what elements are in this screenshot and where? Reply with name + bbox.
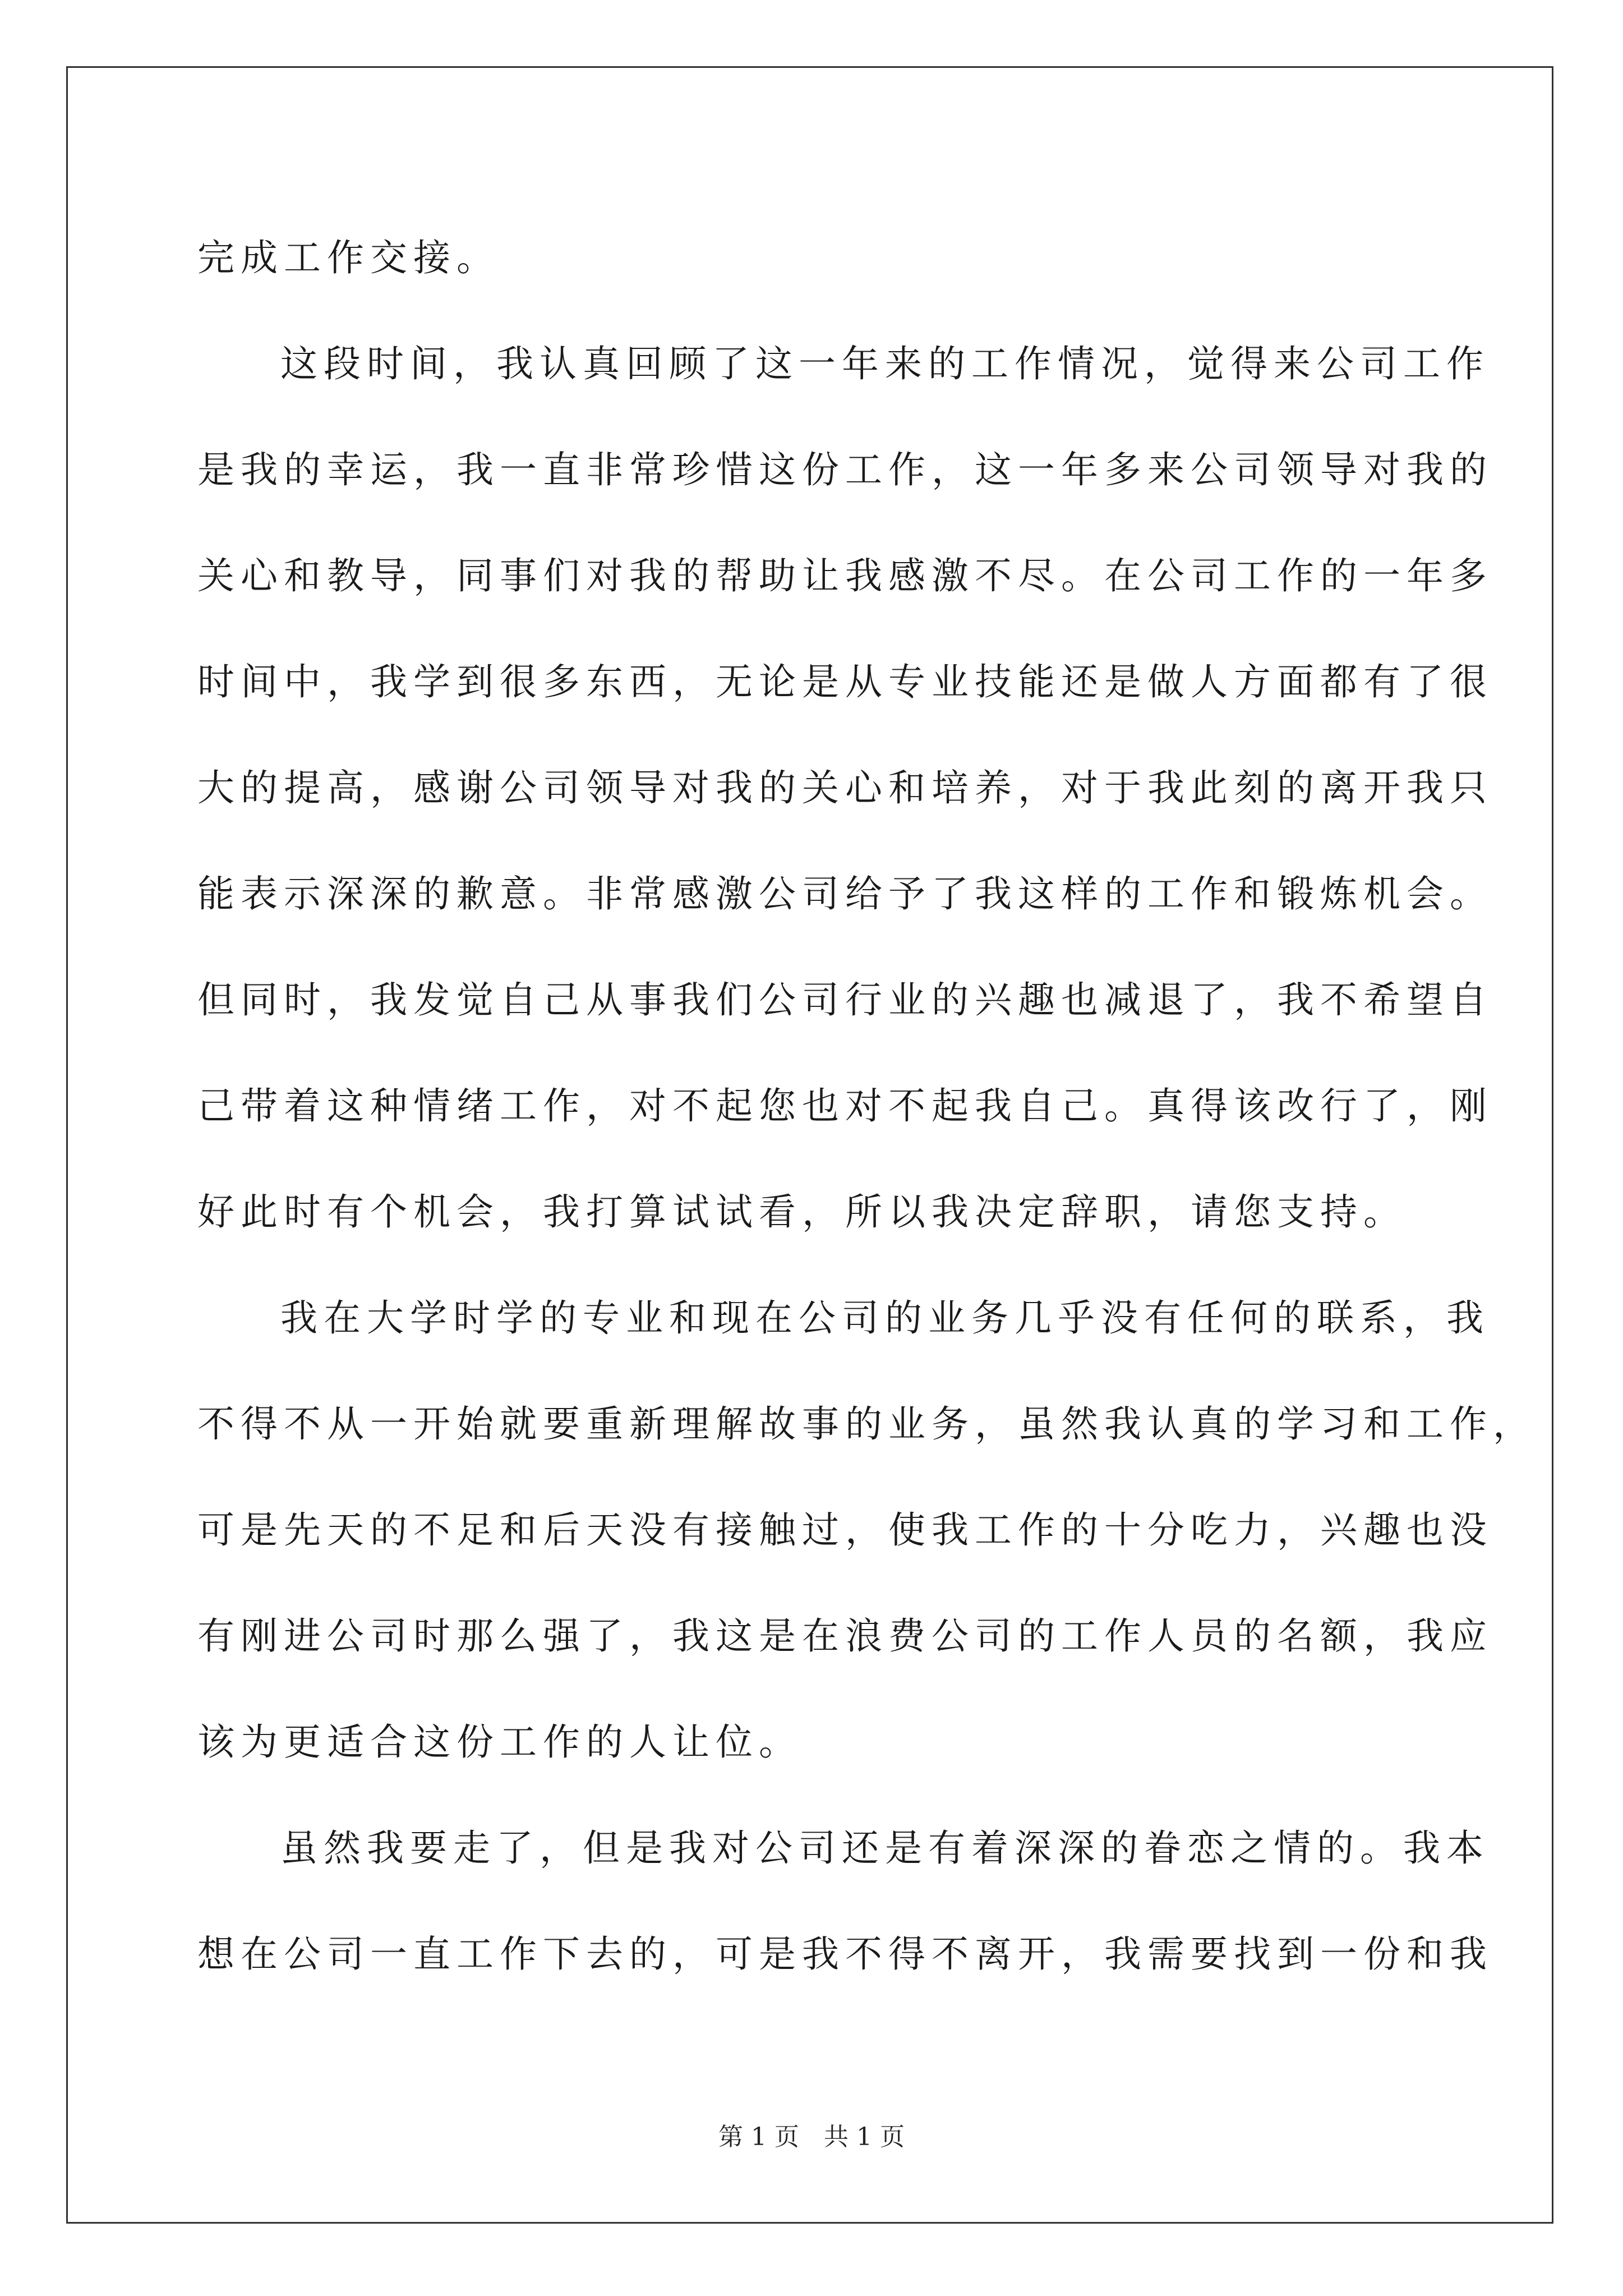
text-line: 这段时间，我认真回顾了这一年来的工作情况，觉得来公司工作 <box>280 342 1490 385</box>
text-line: 该为更适合这份工作的人让位。 <box>197 1720 802 1764</box>
text-line: 但同时，我发觉自己从事我们公司行业的兴趣也减退了，我不希望自 <box>197 978 1493 1022</box>
text-line: 时间中，我学到很多东西，无论是从专业技能还是做人方面都有了很 <box>197 660 1493 703</box>
text-line: 大的提高，感谢公司领导对我的关心和培养，对于我此刻的离开我只 <box>197 766 1493 809</box>
text-line: 完成工作交接。 <box>197 236 500 279</box>
text-line: 关心和教导，同事们对我的帮助让我感激不尽。在公司工作的一年多 <box>197 554 1493 597</box>
text-line: 我在大学时学的专业和现在公司的业务几乎没有任何的联系，我 <box>280 1296 1490 1340</box>
text-line: 能表示深深的歉意。非常感激公司给予了我这样的工作和锻炼机会。 <box>197 872 1493 915</box>
text-line: 虽然我要走了，但是我对公司还是有着深深的眷恋之情的。我本 <box>280 1826 1490 1870</box>
text-line: 有刚进公司时那么强了，我这是在浪费公司的工作人员的名额，我应 <box>197 1614 1493 1658</box>
text-line: 可是先天的不足和后天没有接触过，使我工作的十分吃力，兴趣也没 <box>197 1508 1493 1552</box>
text-line: 不得不从一开始就要重新理解故事的业务，虽然我认真的学习和工作， <box>197 1402 1536 1446</box>
text-line: 己带着这种情绪工作，对不起您也对不起我自己。真得该改行了，刚 <box>197 1084 1493 1128</box>
text-line: 是我的幸运，我一直非常珍惜这份工作，这一年多来公司领导对我的 <box>197 448 1493 491</box>
text-line: 好此时有个机会，我打算试试看，所以我决定辞职，请您支持。 <box>197 1190 1407 1234</box>
text-line: 想在公司一直工作下去的，可是我不得不离开，我需要找到一份和我 <box>197 1932 1493 1976</box>
document-body <box>197 205 1536 2007</box>
page-number-footer: 第 1 页 共 1 页 <box>718 2123 905 2151</box>
